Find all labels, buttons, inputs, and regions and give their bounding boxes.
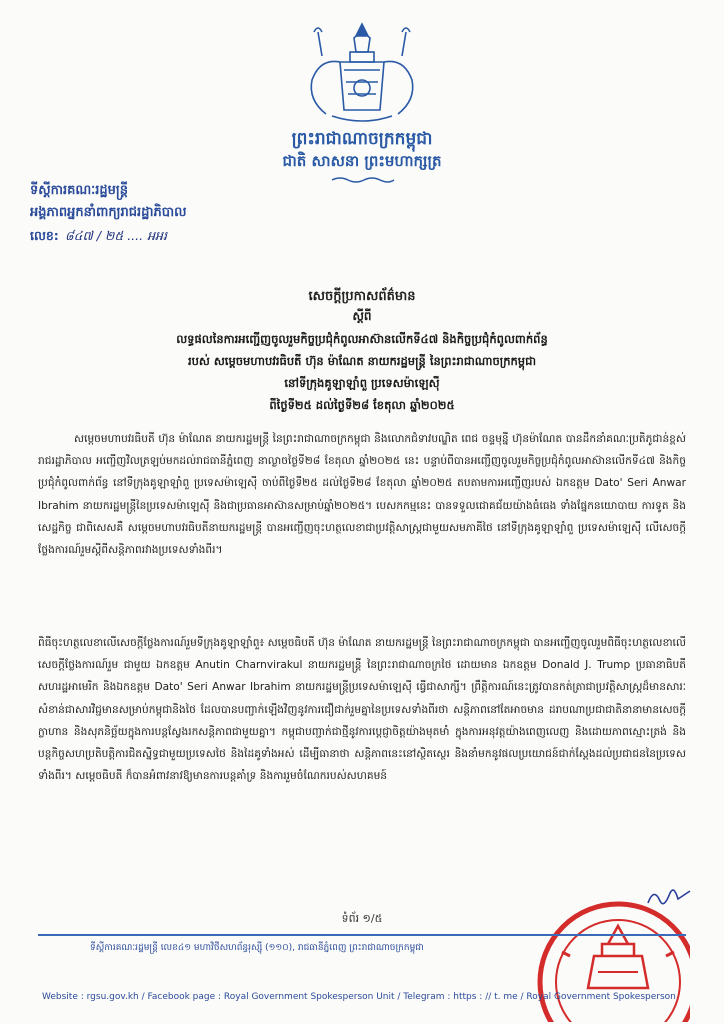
subject-line-2: របស់ សម្ដេចមហាបវរធិបតី ហ៊ុន ម៉ាណែត នាយករដ្ឋមន្ត្រី នៃព្រះរាជាណាចក្រកម្ពុជា bbox=[187, 354, 537, 368]
sender-office: ទីស្ដីការគណៈរដ្ឋមន្ត្រី bbox=[30, 183, 128, 198]
divider-ornament-icon bbox=[330, 176, 396, 184]
subject-line-1: លទ្ធផលនៃការអញ្ជើញចូលរួមកិច្ចប្រជុំកំពូលអាស៊ានលើកទី៤៧ និងកិច្ចប្រជុំកំពូលពាក់ព័ន្ធ bbox=[176, 332, 548, 346]
title-subject bbox=[40, 328, 684, 416]
footer-address: ទីស្ដីការគណៈរដ្ឋមន្ត្រី លេខ៤១ មហាវិថីសហព័ន្ធរុស្ស៊ី (១១០), រាជធានីភ្នំពេញ ព្រះរាជាណាចក្រកម្ពុជា bbox=[90, 943, 424, 953]
page-number: ទំព័រ ១/៥ bbox=[341, 912, 383, 925]
title-about: ស្ដីពី bbox=[352, 309, 372, 323]
subject-line-3: នៅទីក្រុងគូឡាឡាំពួ ប្រទេសម៉ាឡេស៊ី bbox=[284, 376, 440, 390]
reference-label: លេខ: bbox=[30, 228, 59, 243]
subject-line-4: ពីថ្ងៃទី២៥ ដល់ថ្ងៃទី២៨ ខែតុលា ឆ្នាំ២០២៥ bbox=[269, 398, 455, 412]
national-motto: ជាតិ សាសនា ព្រះមហាក្សត្រ bbox=[282, 152, 442, 170]
reference-value: ៨៤៧ / ២៥ .... អអរ bbox=[64, 228, 167, 243]
kingdom-name: ព្រះរាជាណាចក្រកម្ពុជា bbox=[291, 129, 433, 149]
footer-contacts: Website : rgsu.gov.kh / Facebook page : Royal Government Spokesperson Unit / Telegram : https : // t. me / Royal Government Spokesperson bbox=[42, 992, 676, 1002]
reference-number bbox=[30, 228, 167, 247]
official-seal-icon bbox=[522, 892, 690, 1022]
sender-unit: អង្គភាពអ្នកនាំពាក្យរាជរដ្ឋាភិបាល bbox=[30, 205, 187, 220]
body-paragraph-1: សម្ដេចមហាបវរធិបតី ហ៊ុន ម៉ាណែត នាយករដ្ឋមន្ត្រី នៃព្រះរាជាណាចក្រកម្ពុជា និងលោកជំទាវបណ្ឌិត ពេជ ចន្ទមុន្នី ហ៊ុនម៉ាណែត បានដឹកនាំគណៈប្រតិភូជាន់ខ្ពស់រាជរដ្ឋាភិបាល អញ្ជើញវិលត្រឡប់មកដល់រាជធានីភ្នំពេញ នាល្ងាចថ្ងៃទី២៨ ខែតុលា ឆ្នាំ២០២៥ នេះ បន្ទាប់ពីបានអញ្ជើញចូលរួមកិច្ចប្រជុំកំពូលអាស៊ានលើកទី៤៧ និងកិច្ចប្រជុំកំពូលពាក់ព័ន្ធ នៅទីក្រុងគូឡាឡាំពួ ប្រទេសម៉ាឡេស៊ី ចាប់ពីថ្ងៃទី២៥ ដល់ថ្ងៃទី២៨ ខែតុលា ឆ្នាំ២០២៥ តបតាមការអញ្ជើញរបស់ ឯកឧត្តម Dato' Seri Anwar Ibrahim នាយករដ្ឋមន្ត្រីនៃប្រទេសម៉ាឡេស៊ី និងជាប្រធានអាស៊ានសម្រាប់ឆ្នាំ២០២៥។ បេសកកម្មនេះ បានទទួលជោគជ័យយ៉ាងធំធេង ទាំងផ្នែកនយោបាយ ការទូត និងសេដ្ឋកិច្ច ជាពិសេសគឺ សម្ដេចមហាបវរធិបតីនាយករដ្ឋមន្ត្រី បានអញ្ជើញចុះហត្ថលេខាជាប្រវត្តិសាស្ត្រជាមួយសមភាគីថៃ នៅទីក្រុងគូឡាឡាំពួ ប្រទេសម៉ាឡេស៊ី លើសេចក្ដីថ្លែងការណ៍រួមស្ដីពីសន្តិភាពរវាងប្រទេសទាំងពីរ។ bbox=[38, 433, 686, 557]
footer-rule bbox=[38, 934, 686, 936]
body-paragraph-2: ពិធីចុះហត្ថលេខាលើសេចក្ដីថ្លែងការណ៍រួមទីក្រុងគូឡាឡាំពួ៖ សម្ដេចធិបតី ហ៊ុន ម៉ាណែត នាយករដ្ឋមន្ត្រី នៃព្រះរាជាណាចក្រកម្ពុជា បានអញ្ជើញចូលរួមពិធីចុះហត្ថលេខាលើសេចក្ដីថ្លែងការណ៍រួម ជាមួយ ឯកឧត្តម Anutin Charnvirakul នាយករដ្ឋមន្ត្រី នៃព្រះរាជាណាចក្រថៃ ដោយមាន ឯកឧត្តម Donald J. Trump ប្រធានាធិបតីសហរដ្ឋអាមេរិក និងឯកឧត្តម Dato' Seri Anwar Ibrahim នាយករដ្ឋមន្ត្រីប្រទេសម៉ាឡេស៊ី ធ្វើជាសាក្សី។ ព្រឹត្តិការណ៍នេះត្រូវបានកត់ត្រាជាប្រវត្តិសាស្ត្រដ៏មានសារៈសំខាន់ជាសារវិជ្ជមានសម្រាប់កម្ពុជានិងថៃ ដែលបានបញ្ជាក់ឡើងវិញនូវការជឿជាក់រួមគ្នានៃប្រទេសទាំងពីរថា សន្តិភាពនៅតែអាចមាន ដរាបណាប្រជាជាតិនានាមានសេចក្ដីក្លាហាន និងសុភនិច្ឆ័យក្នុងការបន្តស្វែងរកសន្តិភាពជាមួយគ្នា។ កម្ពុជាបញ្ជាក់ជាថ្មីនូវការប្ដេជ្ញាចិត្តយ៉ាងមុតមាំ ក្នុងការអនុវត្តយ៉ាងពេញលេញ និងដោយភាពស្មោះត្រង់ និងបន្តកិច្ចសហប្រតិបត្តិការជិតស្និទ្ធជាមួយប្រទេសថៃ និងដៃគូទាំងអស់ ដើម្បីធានាថា សន្តិភាពនេះនៅស្ថិតស្ថេរ និងនាំមកនូវផលប្រយោជន៍ជាក់ស្ដែងដល់ប្រជាជននៃប្រទេសទាំងពីរ។ សម្ដេចធិបតី ក៏បានអំពាវនាវឱ្យមានការបន្តគាំទ្រ និងការរួមចំណែករបស់សហគមន៍ bbox=[38, 637, 686, 783]
royal-emblem-icon bbox=[292, 18, 432, 126]
document-title: សេចក្ដីប្រកាសព័ត៌មាន bbox=[308, 289, 416, 304]
